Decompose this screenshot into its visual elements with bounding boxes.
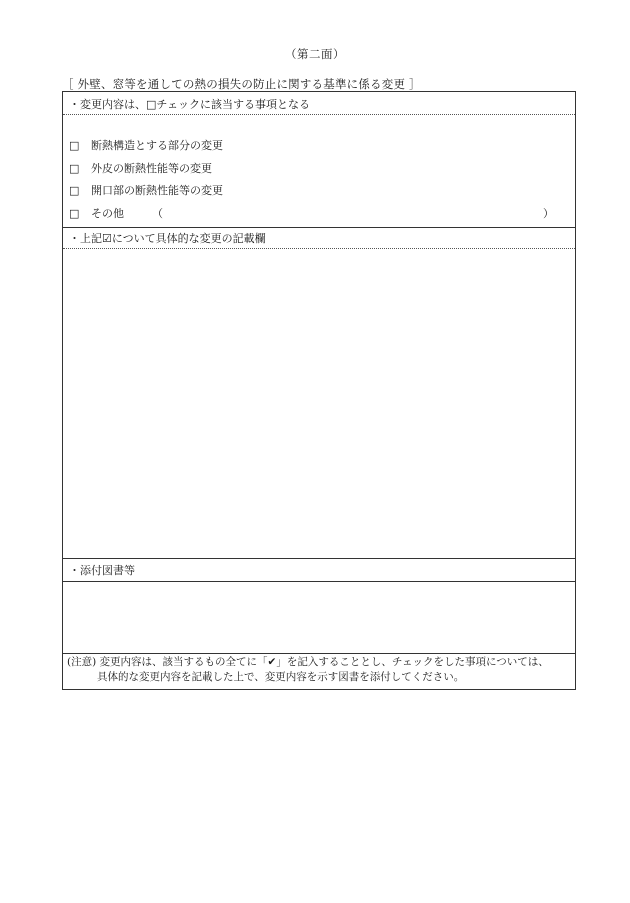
divider bbox=[63, 114, 575, 115]
note bbox=[67, 655, 549, 685]
divider bbox=[63, 227, 575, 228]
option-label: 開口部の断熱性能等の変更 bbox=[91, 184, 223, 197]
divider bbox=[63, 653, 575, 654]
checkbox-icon[interactable]: □ bbox=[69, 162, 80, 175]
option-label: 外皮の断熱性能等の変更 bbox=[91, 162, 212, 175]
option-envelope-performance[interactable] bbox=[69, 160, 212, 176]
detail-section-title: ・上記☑について具体的な変更の記載欄 bbox=[69, 232, 266, 245]
option-opening-performance[interactable] bbox=[69, 182, 223, 198]
change-section-title: ・変更内容は、□チェックに該当する事項となる bbox=[69, 98, 311, 111]
other-paren-close: ） bbox=[543, 207, 554, 220]
attachment-writing-area[interactable] bbox=[63, 582, 575, 652]
other-paren-open: （ bbox=[152, 207, 163, 220]
detail-writing-area[interactable] bbox=[63, 249, 575, 557]
page-label: （第二面） bbox=[285, 47, 345, 61]
option-other[interactable] bbox=[69, 205, 569, 221]
option-label: その他 bbox=[91, 207, 124, 220]
option-insulation-structure[interactable] bbox=[69, 137, 223, 153]
attachment-section-title: ・添付図書等 bbox=[69, 564, 135, 577]
option-label: 断熱構造とする部分の変更 bbox=[91, 139, 223, 152]
section-heading: ［ 外壁、窓等を通しての熱の損失の防止に関する基準に係る変更 ］ bbox=[62, 77, 421, 91]
form-box bbox=[62, 91, 576, 690]
note-line-1: (注意) 変更内容は、該当するもの全てに「✔」を記入することとし、チェックをした事項については、 bbox=[67, 656, 549, 668]
checkbox-icon[interactable]: □ bbox=[69, 184, 80, 197]
divider bbox=[63, 558, 575, 559]
checkbox-icon[interactable]: □ bbox=[69, 207, 80, 220]
checkbox-icon[interactable]: □ bbox=[69, 139, 80, 152]
note-line-2: 具体的な変更内容を記載した上で、変更内容を示す図書を添付してください。 bbox=[97, 671, 465, 683]
